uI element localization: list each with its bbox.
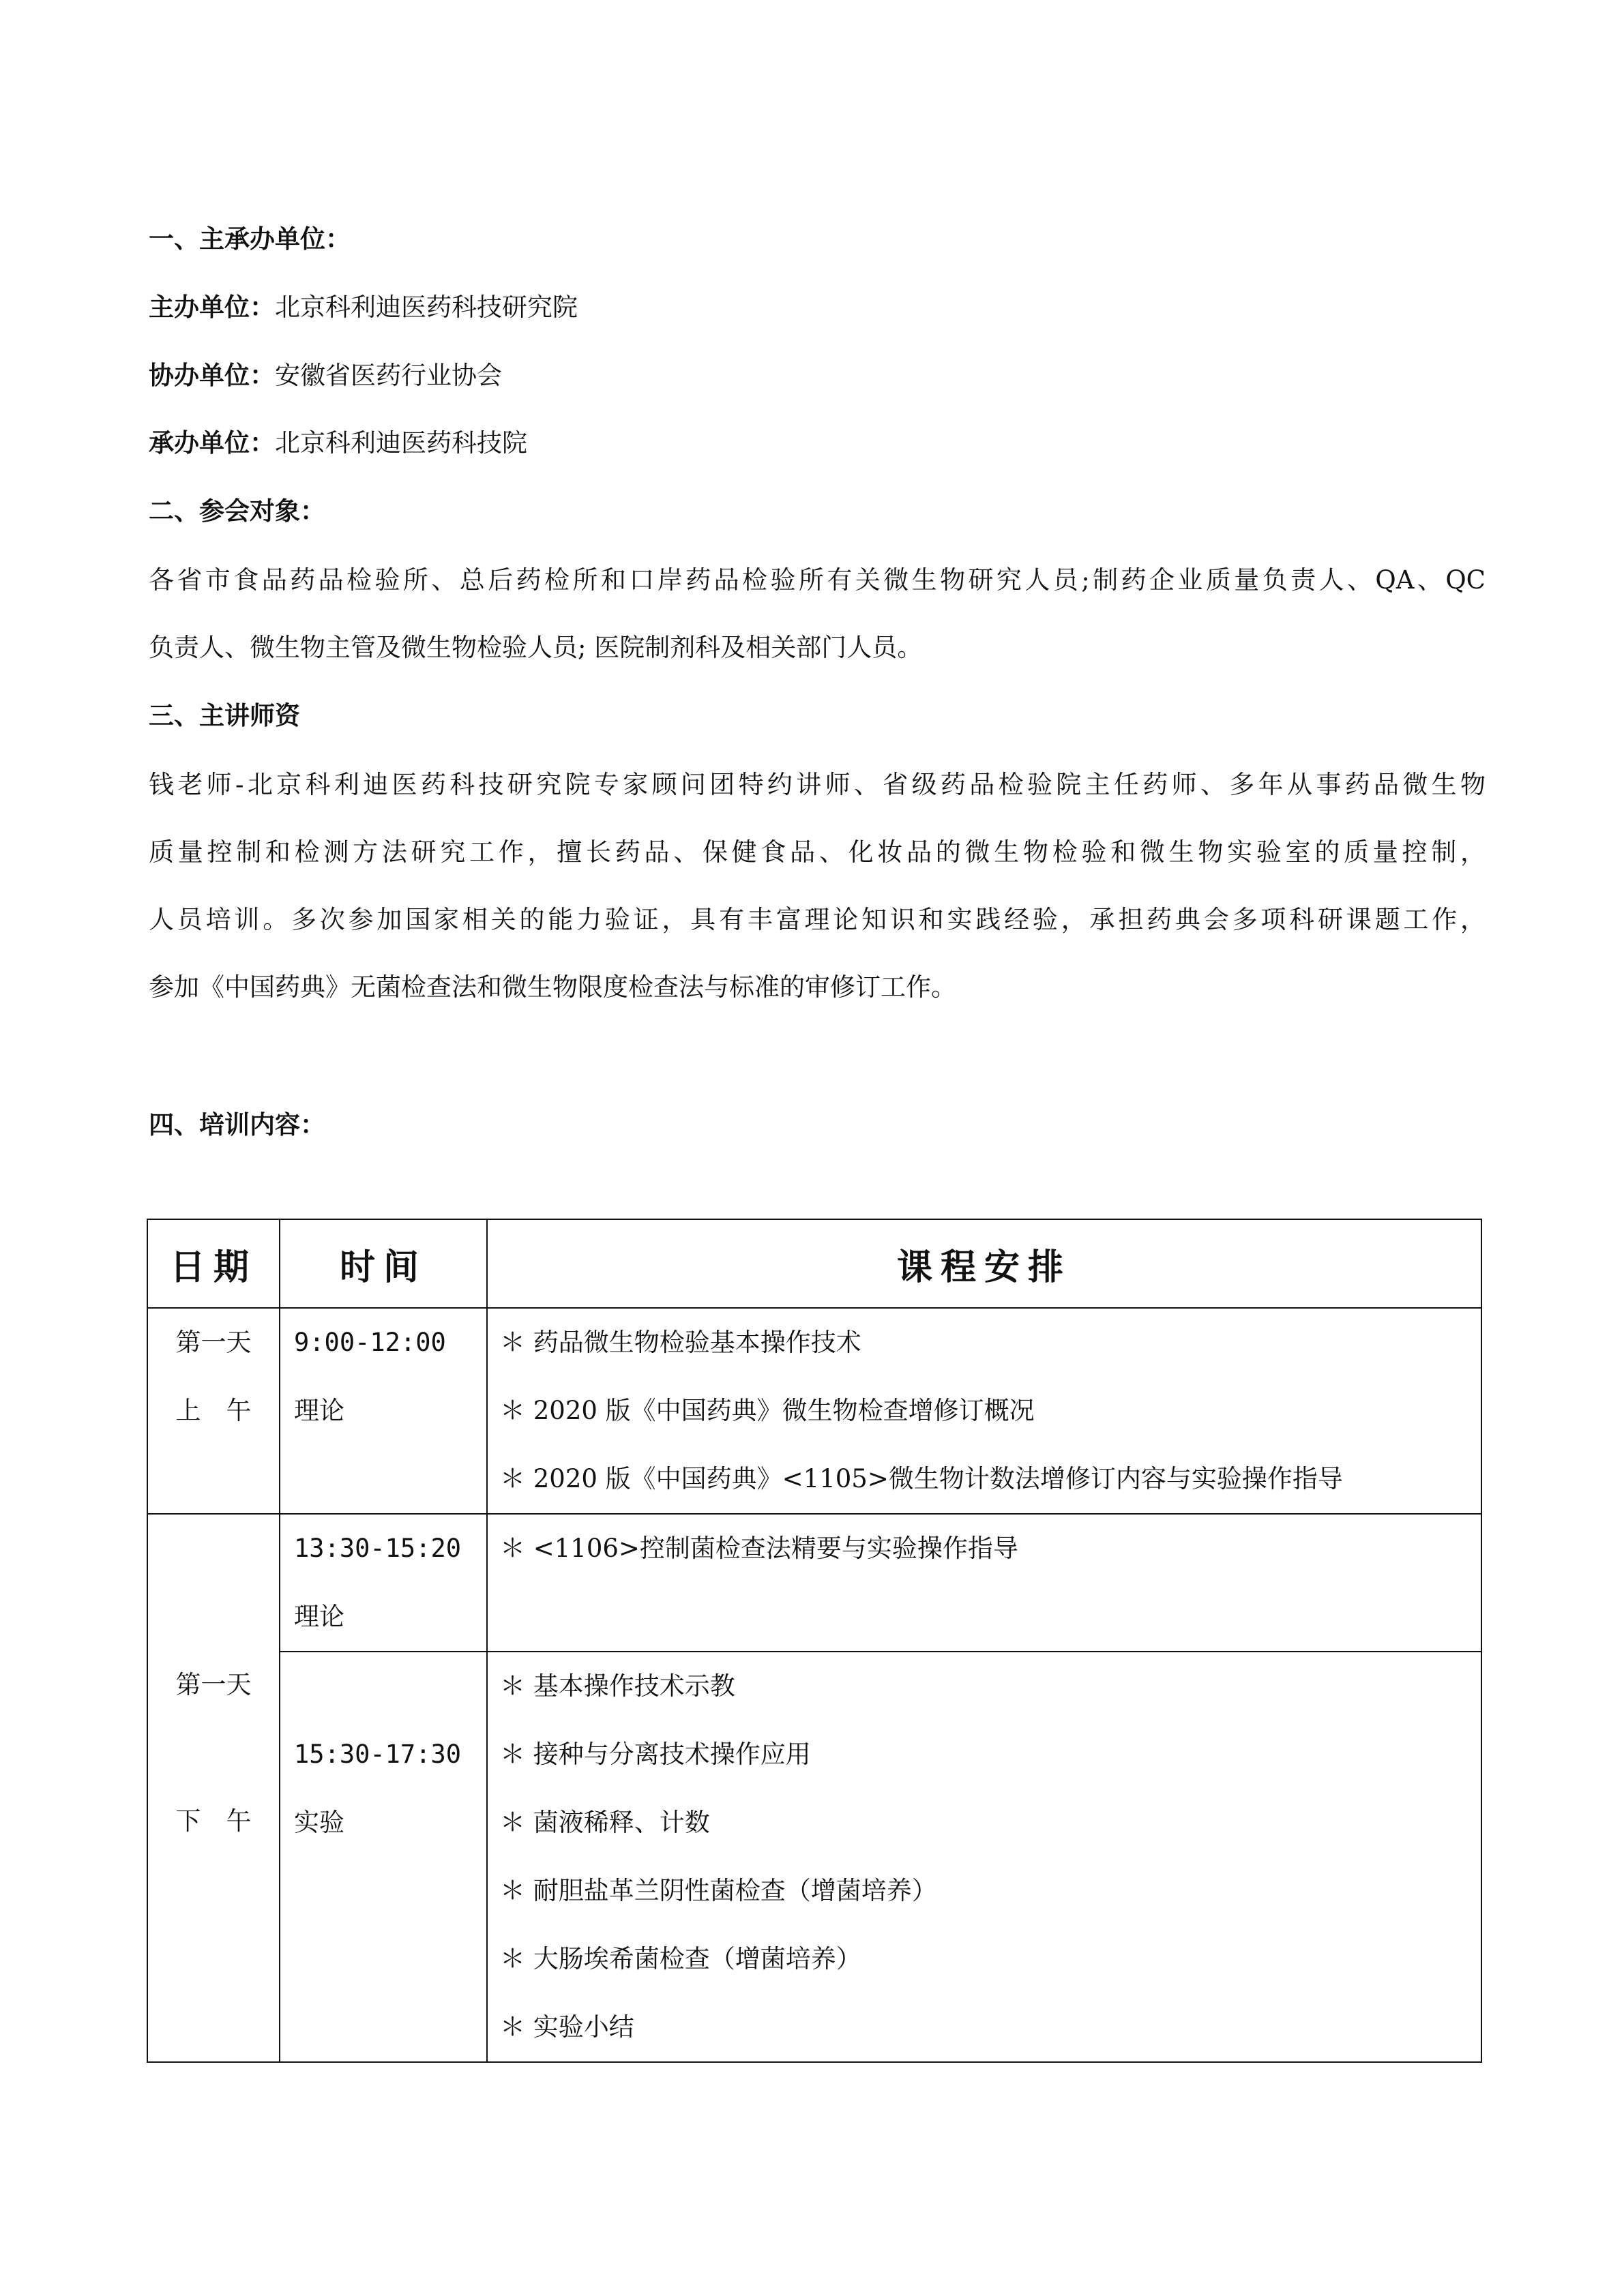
audience-paragraph: [149, 546, 1486, 681]
date-line: 上 午: [175, 1396, 252, 1425]
session-type: 理论: [294, 1396, 344, 1425]
undertaker-row: [149, 427, 527, 460]
lecturer-paragraph: [149, 751, 1486, 1021]
time-range: 13:30-15:20: [294, 1534, 462, 1563]
header-date: 日期: [147, 1219, 280, 1308]
schedule-row-morning: [147, 1308, 1481, 1514]
session-type: 理论: [294, 1602, 344, 1631]
schedule-row-afternoon-1: [147, 1514, 1481, 1652]
section-heading-lecturer: 三、主讲师资: [149, 701, 300, 730]
schedule-header-row: [147, 1219, 1481, 1308]
host-label: 主办单位：: [149, 293, 275, 322]
host-value: 北京科利迪医药科技研究院: [275, 293, 578, 322]
date-cell: [147, 1308, 280, 1514]
date-line: 第一天: [175, 1328, 252, 1357]
date-line: 下 午: [175, 1806, 252, 1836]
date-line: 第一天: [175, 1670, 252, 1699]
course-item: ＊ 接种与分离技术操作应用: [500, 1740, 811, 1769]
audience-line: 负责人、微生物主管及微生物检验人员; 医院制剂科及相关部门人员。: [149, 633, 923, 662]
lecturer-line: 参加《中国药典》无菌检查法和微生物限度检查法与标准的审修订工作。: [149, 972, 956, 1002]
host-organizer-row: [149, 291, 578, 324]
course-cell: [487, 1308, 1481, 1514]
undertake-value: 北京科利迪医药科技院: [275, 428, 527, 458]
course-cell: [487, 1652, 1481, 2062]
course-item: ＊ 药品微生物检验基本操作技术: [500, 1328, 861, 1357]
section-heading-training: 四、培训内容：: [149, 1110, 325, 1139]
course-item: ＊ 耐胆盐革兰阴性菌检查（增菌培养）: [500, 1876, 937, 1905]
co-label: 协办单位：: [149, 361, 275, 390]
lecturer-line: 钱老师-北京科利迪医药科技研究院专家顾问团特约讲师、省级药品检验院主任药师、多年从事药品微生物: [149, 770, 1486, 799]
lecturer-line: 质量控制和检测方法研究工作，擅长药品、保健食品、化妆品的微生物检验和微生物实验室的质量控制，: [149, 837, 1486, 867]
time-range: 15:30-17:30: [294, 1740, 462, 1769]
course-item: ＊ 实验小结: [500, 2012, 634, 2042]
audience-line: 各省市食品药品检验所、总后药检所和口岸药品检验所有关微生物研究人员;制药企业质量负责人、QA、QC: [149, 565, 1486, 595]
date-cell: [147, 1514, 280, 2062]
co-value: 安徽省医药行业协会: [275, 361, 502, 390]
course-item: ＊ 2020 版《中国药典》<1105>微生物计数法增修订内容与实验操作指导: [500, 1464, 1343, 1493]
section-heading-organizers: 一、主承办单位：: [149, 224, 351, 254]
session-type: 实验: [294, 1808, 344, 1837]
undertake-label: 承办单位：: [149, 428, 275, 458]
time-cell: [280, 1514, 487, 1652]
schedule-table: [147, 1219, 1482, 2063]
co-organizer-row: [149, 359, 502, 392]
time-cell: [280, 1652, 487, 2062]
section-heading-audience: 二、参会对象：: [149, 496, 325, 526]
header-time: 时间: [280, 1219, 487, 1308]
course-item: ＊ 大肠埃希菌检查（增菌培养）: [500, 1944, 861, 1973]
time-cell: [280, 1308, 487, 1514]
schedule-row-afternoon-2: [147, 1652, 1481, 2062]
course-item: ＊ <1106>控制菌检查法精要与实验操作指导: [500, 1534, 1018, 1563]
lecturer-line: 人员培训。多次参加国家相关的能力验证，具有丰富理论知识和实践经验，承担药典会多项科研课题工作，: [149, 905, 1486, 934]
header-course: 课程安排: [487, 1219, 1481, 1308]
course-item: ＊ 2020 版《中国药典》微生物检查增修订概况: [500, 1396, 1035, 1425]
course-item: ＊ 基本操作技术示教: [500, 1671, 735, 1701]
course-cell: [487, 1514, 1481, 1652]
time-range: 9:00-12:00: [294, 1328, 446, 1357]
course-item: ＊ 菌液稀释、计数: [500, 1808, 710, 1837]
